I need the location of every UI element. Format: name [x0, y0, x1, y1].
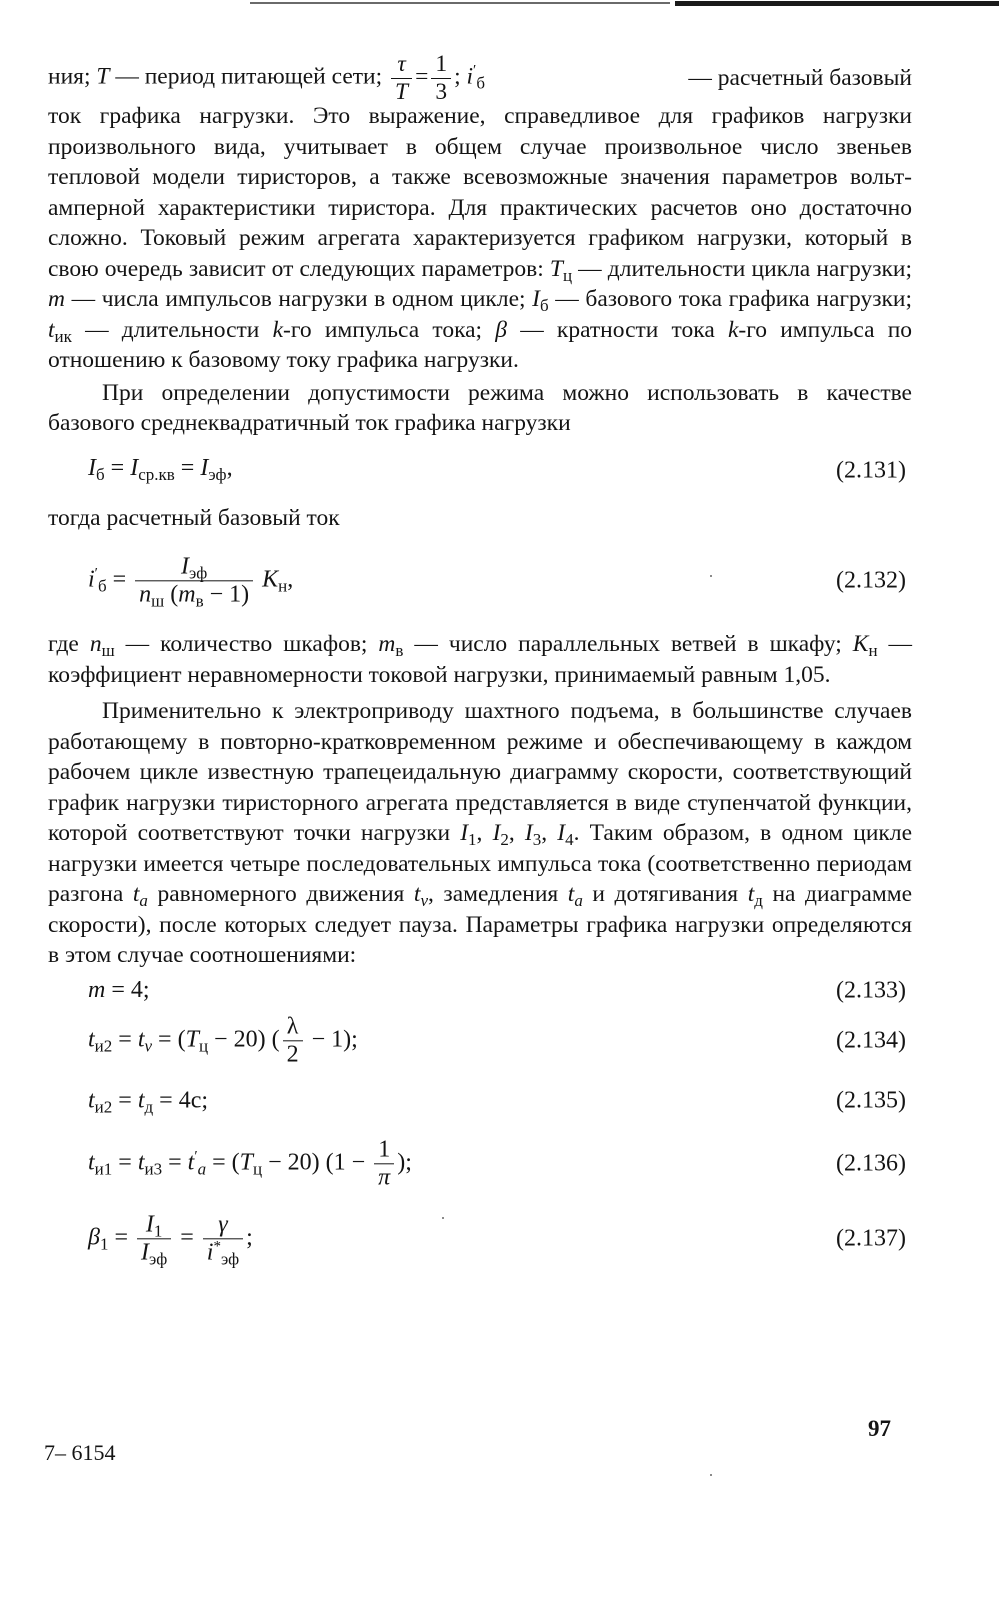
- scan-speck: [710, 575, 712, 577]
- text-fragment: — числа импульсов нагрузки в одном цикле;: [71, 286, 526, 312]
- top-edge-rule: [0, 0, 999, 14]
- equation-2-135: $t_{и2} = t_д = 4с$; (2.135): [88, 1087, 906, 1116]
- paragraph-5: Применительно к электроприводу шахтного подъема, в большинстве случаев работающему в повторно-кратковременном режиме и обеспечивающему в каждом рабочем цикле известную трапецеидальную диаграмму скорости, соответствующий график нагрузки тиристорного агрегата представляется в виде ступенчатой функции, которой соответствуют точки нагрузки $I_1$, $I_2$, $I_3$, $I_4$. Таким образом, в одном цикле нагрузки имеется четыре последовательных импульса тока (соответственно периодам разгона $t_a$ равномерного движения $t_v$, замедления $t_a$ и дотягивания $t_д$ на диаграмме скорости), после которых следует пауза. Параметры графика нагрузки определяются в этом случае соотношениями:: [48, 698, 913, 968]
- text-fragment: — число параллельных ветвей в шкафу;: [414, 631, 842, 657]
- equation-2-132: $i'_б$ = $\frac{I_{эф}}{n_ш (m_в - 1)}$ $K_н$, (2.132): [88, 553, 906, 611]
- text-fragment: ния;: [48, 63, 91, 90]
- text-fragment: Применительно к электроприводу шахтного подъема, в большинстве случаев работающему в повторно-кратковременном режиме и обеспечивающему в каждом рабочем цикле известную трапецеидальную диаграмму скорости, соответствующий график нагрузки тиристорного агрегата представляется в виде ступенчатой функции, которой соответствуют точки нагрузки: [48, 698, 912, 846]
- text-fragment: , замедления: [427, 881, 559, 907]
- equation-2-133: m = 4; (2.133): [88, 976, 906, 1003]
- text-fragment: — кратности тока: [520, 316, 715, 343]
- text-fragment: и дотягивания: [592, 881, 739, 907]
- paragraph-3: тогда расчетный базовый ток: [48, 504, 340, 531]
- fraction-ief-over-nsh: $\frac{I_{эф}}{n_ш (m_в - 1)}$: [135, 554, 253, 607]
- text-fragment: ток графика нагрузки. Это выражение, справедливое для графиков нагрузки произвольного вида, учитывает в общем случае произвольное число звеньев тепловой модели тиристоров, а также всевозможные значения параметров вольт-амперной характеристики тиристора. Для практических расчетов оно достаточно сложно. Токовый режим агрегата характеризуется графиком нагрузки, который в свою очередь зависит от следующих параметров:: [48, 103, 912, 282]
- text-fragment: равномерного движения: [157, 881, 405, 907]
- equation-2-137: $\beta_1$ = $\frac{I_1}{I_{эф}}$ = $\frac{\gamma}{i^*_{эф}}$ ; (2.137): [88, 1210, 906, 1268]
- page-number: 97: [868, 1416, 891, 1441]
- fraction-one-over-pi: $\frac{1}{\pi}$: [374, 1137, 394, 1190]
- equation-number: (2.136): [836, 1150, 906, 1176]
- fraction-tau-over-T: $\frac{\tau}{T}$: [391, 52, 412, 104]
- page-content: [48, 50, 913, 1281]
- text-fragment: где: [48, 631, 79, 657]
- text-fragment: — количество шкафов;: [125, 631, 368, 657]
- text-fragment: — длительности цикла нагрузки;: [578, 255, 912, 282]
- scan-speck: [710, 1474, 712, 1476]
- paragraph-2: При определении допустимости режима можно использовать в качестве базового среднеквадратичный ток графика нагрузки: [48, 379, 912, 436]
- equation-number: (2.133): [836, 977, 906, 1003]
- top-edge-rule-thick: [675, 1, 999, 6]
- text-fragment: -го импульса тока;: [283, 316, 483, 343]
- equation-number: (2.132): [836, 567, 906, 594]
- equation-2-131: $I_б = I_{ср.кв} = I_{эф}$, (2.131): [88, 454, 906, 484]
- top-edge-rule-thin: [250, 2, 670, 4]
- equation-number: (2.135): [836, 1087, 906, 1113]
- paragraph-1: ток графика нагрузки. Это выражение, справедливое для графиков нагрузки произвольного вида, учитывает в общем случае произвольное число звеньев тепловой модели тиристоров, а также всевозможные значения параметров вольт-амперной характеристики тиристора. Для практических расчетов оно достаточно сложно. Токовый режим агрегата характеризуется графиком нагрузки, который в свою очередь зависит от следующих параметров: $T_ц$ — длительности цикла нагрузки; m — числа импульсов нагрузки в одном цикле; $I_б$ — базового тока графика нагрузки; $t_{ик}$ — длительности k-го импульса тока; β — кратности тока k-го импульса по отношению к базовому току графика нагрузки.: [48, 103, 913, 373]
- equation-2-134: $t_{и2} = t_v = (T_ц - 20)$ ( $\frac{\lambda}{2}$ − 1); (2.134): [88, 1012, 906, 1067]
- fraction-lambda-over-2: $\frac{\lambda}{2}$: [283, 1014, 303, 1067]
- fraction-I1-over-Ief: $\frac{I_1}{I_{эф}}$: [137, 1212, 171, 1265]
- text-fragment: на диаграмме скорости), после которых следует пауза. Параметры графика нагрузки определяются в этом случае соотношениями:: [48, 881, 913, 968]
- paragraph-4: где $n_ш$ — количество шкафов; $m_в$ — число параллельных ветвей в шкафу; $K_н$ — коэффициент неравномерности токовой нагрузки, принимаемый равным 1,05.: [48, 631, 913, 688]
- text-fragment: -го импульса по отношению к базовому току графика нагрузки.: [48, 316, 913, 373]
- text-line-1: ния; T — период питающей сети; $\frac{\tau}{T}$ = $\frac{1}{3}$ ; $i'_б$ — расчетный базовый: [48, 50, 912, 105]
- fraction-gamma-over-iEf: $\frac{\gamma}{i^*_{эф}}$: [203, 1212, 243, 1265]
- text-fragment: — коэффициент неравномерности токовой нагрузки, принимаемый равным 1,05.: [48, 631, 913, 688]
- equation-number: (2.131): [836, 457, 906, 483]
- text-fragment: Таким образом, в одном цикле нагрузки имеется четыре последовательных импульса тока (соответственно периодам разгона: [48, 820, 913, 907]
- equation-number: (2.137): [836, 1225, 906, 1251]
- scan-speck: [442, 1217, 444, 1219]
- text-fragment: — расчетный базовый: [688, 64, 912, 91]
- fraction-one-third: $\frac{1}{3}$: [431, 52, 451, 104]
- text-fragment: — длительности: [85, 316, 260, 343]
- equation-2-136: $t_{и1} = t_{и3} = t'_a = (T_ц - 20) (1$ − $\frac{1}{\pi}$ ); (2.136): [88, 1135, 906, 1190]
- text-fragment: — базового тока графика нагрузки;: [555, 286, 913, 312]
- text-fragment: — период питающей сети;: [115, 63, 383, 90]
- signature-mark: 7– 6154: [44, 1440, 116, 1465]
- equation-number: (2.134): [836, 1027, 906, 1053]
